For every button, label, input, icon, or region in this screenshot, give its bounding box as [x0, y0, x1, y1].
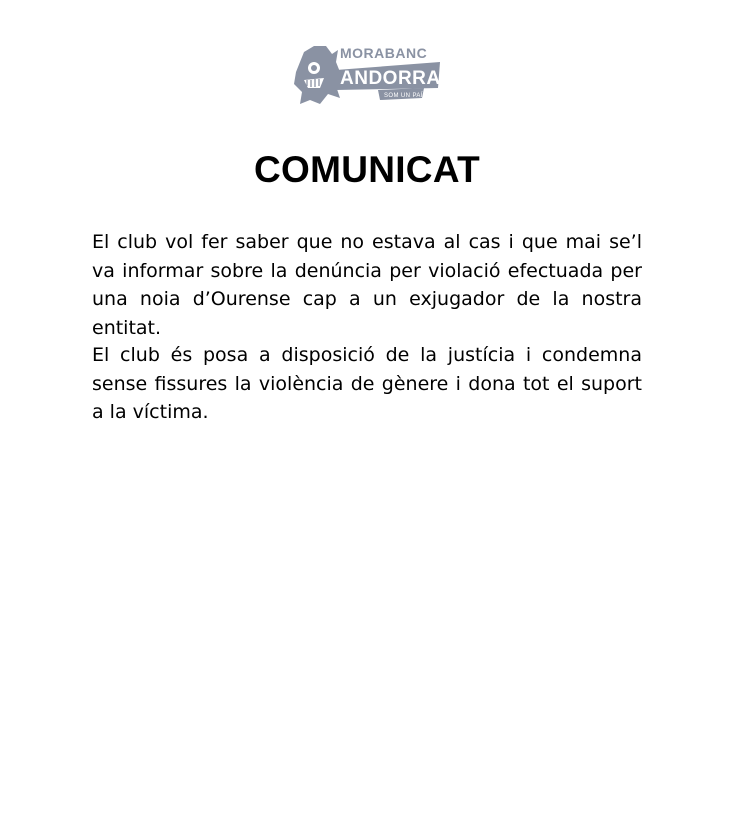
- logo-line1: MORABANC: [340, 45, 428, 61]
- paragraph-1: El club vol fer saber que no estava al cas i que mai se’l va informar sobre la denúncia per violació efectuada per una noia d’Ourense cap a un exjugador de la nostra entitat.: [92, 231, 642, 339]
- page-title: COMUNICAT: [253, 149, 481, 190]
- logo-line2: ANDORRA: [340, 68, 441, 89]
- club-logo: [292, 42, 442, 108]
- yeti-mascot-icon: [294, 46, 340, 104]
- logo-tagline: SOM UN PAÍS: [384, 93, 428, 99]
- paragraph-2: El club és posa a disposició de la justícia i condemna sense fissures la violència de gènere i dona tot el suport a la víctima.: [92, 344, 642, 423]
